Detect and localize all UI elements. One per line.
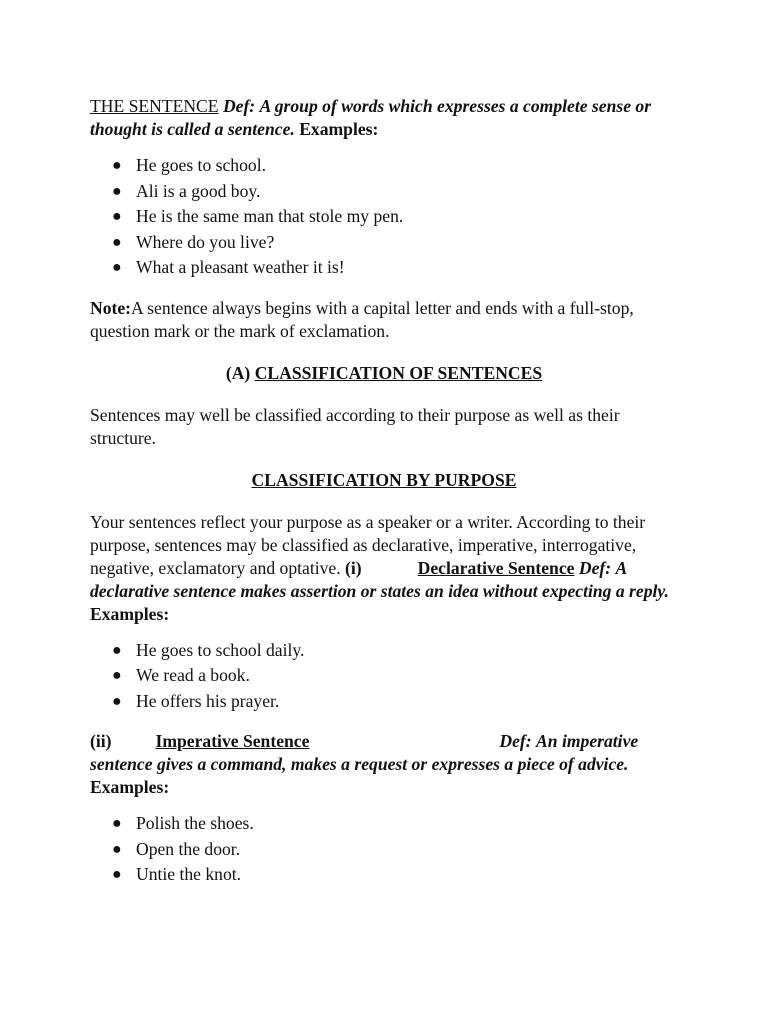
declarative-heading: Declarative Sentence	[417, 557, 575, 578]
note-paragraph	[90, 297, 678, 343]
purpose-text: Your sentences reflect your purpose as a speaker or a writer. According to their purpose, sentences may be classified as declarative, imperative, interrogative, negative, exclamatory and optative.	[90, 511, 646, 578]
intro-examples-list	[90, 153, 678, 281]
list-item: ● He offers his prayer.	[112, 689, 678, 715]
classification-heading	[90, 362, 678, 385]
bullet-icon: ●	[112, 815, 122, 832]
bullet-icon: ●	[112, 208, 122, 225]
imperative-numeral: (ii)	[90, 731, 112, 751]
intro-paragraph	[90, 95, 678, 141]
imperative-examples-label: Examples:	[90, 777, 170, 797]
list-item: ● What a pleasant weather it is!	[112, 255, 678, 281]
imperative-def-label: Def:	[499, 731, 532, 751]
list-item: ● Untie the knot.	[112, 862, 678, 888]
declarative-def-label: Def:	[578, 557, 612, 578]
intro-examples-label: Examples:	[299, 119, 379, 139]
bullet-icon: ●	[112, 157, 122, 174]
list-item: ● Where do you live?	[112, 230, 678, 256]
declarative-examples-list	[90, 638, 678, 715]
intro-def-text: A group of words which expresses a complete sense or thought is called a sentence.	[90, 96, 652, 139]
list-item: ● We read a book.	[112, 663, 678, 689]
bullet-icon: ●	[112, 840, 122, 858]
bullet-icon: ●	[112, 667, 122, 684]
list-item: ● Polish the shoes.	[112, 811, 678, 837]
imperative-heading: Imperative Sentence	[155, 731, 310, 751]
note-text: A sentence always begins with a capital letter and ends with a full-stop, question mark or the mark of exclamation.	[90, 297, 634, 341]
list-item: ● He goes to school daily.	[112, 638, 678, 664]
imperative-paragraph	[90, 730, 678, 799]
note-label: Note:	[90, 297, 132, 318]
bullet-icon: ●	[112, 866, 122, 883]
imperative-def-text: An imperative sentence gives a command, makes a request or expresses a piece of advice.	[90, 731, 639, 774]
list-item: ● Ali is a good boy.	[112, 179, 678, 205]
classification-paragraph: Sentences may well be classified according to their purpose as well as their structure.	[90, 404, 620, 448]
bullet-icon: ●	[112, 233, 122, 251]
declarative-def-text: A declarative sentence makes assertion or states an idea without expecting a reply.	[90, 557, 669, 601]
intro-title: THE SENTENCE	[90, 96, 219, 116]
list-item: ● He goes to school.	[112, 153, 678, 179]
classification-prefix: (A)	[225, 362, 251, 383]
purpose-paragraph	[90, 511, 678, 626]
declarative-numeral: (i)	[345, 557, 362, 578]
classification-title: CLASSIFICATION OF SENTENCES	[254, 362, 543, 383]
purpose-heading: CLASSIFICATION BY PURPOSE	[251, 469, 517, 490]
bullet-icon: ●	[112, 182, 122, 200]
bullet-icon: ●	[112, 641, 122, 659]
bullet-icon: ●	[112, 259, 122, 276]
declarative-examples-label: Examples:	[90, 603, 170, 624]
list-item: ● Open the door.	[112, 837, 678, 863]
list-item: ● He is the same man that stole my pen.	[112, 204, 678, 230]
intro-def-label: Def:	[222, 96, 256, 116]
imperative-examples-list	[90, 811, 678, 888]
bullet-icon: ●	[112, 692, 122, 710]
